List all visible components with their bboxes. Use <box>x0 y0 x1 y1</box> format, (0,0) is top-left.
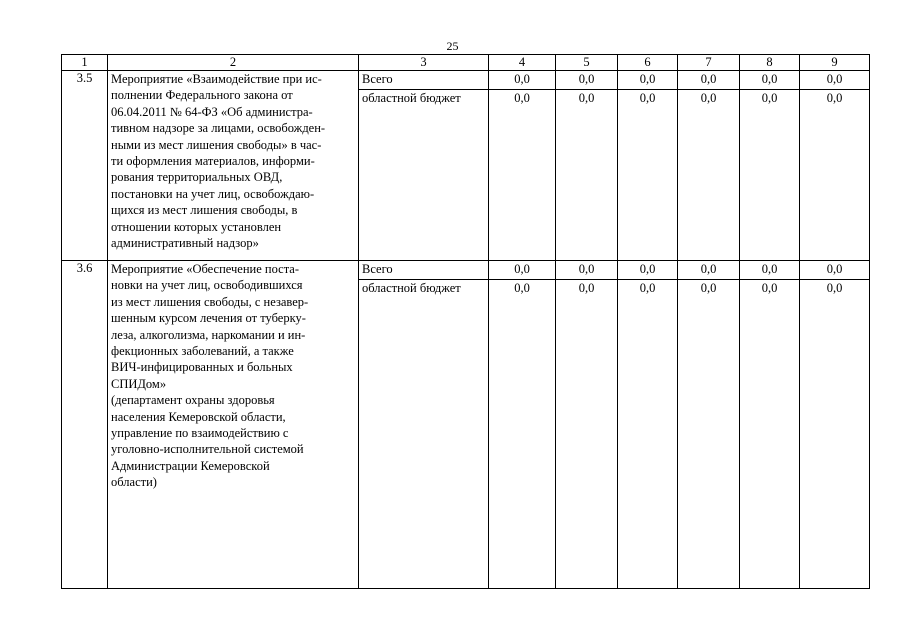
header-cell: 8 <box>740 55 800 71</box>
header-cell: 7 <box>678 55 740 71</box>
value: 0,0 <box>678 261 739 280</box>
row-description <box>108 261 359 589</box>
value-cell <box>740 261 800 589</box>
header-row <box>62 55 870 71</box>
desc-line: из мест лишения свободы, с незавер- <box>111 294 309 309</box>
value: 0,0 <box>556 71 617 90</box>
source-label: областной бюджет <box>362 281 461 295</box>
desc-line: ВИЧ-инфицированных и больных <box>111 360 293 375</box>
value: 0,0 <box>639 281 656 295</box>
budget-table <box>61 54 870 589</box>
funding-source-cell <box>359 261 489 589</box>
value: 0,0 <box>740 261 799 280</box>
value-cell <box>740 71 800 261</box>
page-number: 25 <box>446 39 459 53</box>
value-cell <box>678 71 740 261</box>
desc-line: (департамент охраны здоровья <box>111 393 275 408</box>
desc-line: шенным курсом лечения от туберку- <box>111 311 306 326</box>
value: 0,0 <box>761 91 778 105</box>
desc-line: фекционных заболеваний, а также <box>111 344 294 359</box>
desc-line: ными из мест лишения свободы» в час- <box>111 137 322 152</box>
value: 0,0 <box>700 91 717 105</box>
table-row <box>62 261 870 589</box>
value: 0,0 <box>489 71 555 90</box>
table-row <box>62 71 870 261</box>
value: 0,0 <box>678 71 739 90</box>
desc-line: тивном надзоре за лицами, освобожден- <box>111 121 326 136</box>
source-label: Всего <box>359 71 488 90</box>
desc-line: рования территориальных ОВД, <box>111 170 283 185</box>
value: 0,0 <box>740 71 799 90</box>
value-cell <box>618 71 678 261</box>
funding-source-cell <box>359 71 489 261</box>
desc-line: щихся из мест лишения свободы, в <box>111 203 298 218</box>
value: 0,0 <box>514 91 530 105</box>
value: 0,0 <box>761 281 778 295</box>
value: 0,0 <box>578 281 595 295</box>
value: 0,0 <box>489 261 555 280</box>
header-cell: 4 <box>489 55 556 71</box>
header-cell: 5 <box>556 55 618 71</box>
value: 0,0 <box>618 261 677 280</box>
row-number: 3.5 <box>62 71 108 261</box>
value-cell <box>489 71 556 261</box>
header-cell: 9 <box>800 55 870 71</box>
value-cell <box>618 261 678 589</box>
value: 0,0 <box>700 281 717 295</box>
desc-line: Мероприятие «Взаимодействие при ис- <box>111 72 322 86</box>
header-cell: 1 <box>62 55 108 71</box>
desc-line: полнении Федерального закона от <box>111 88 293 103</box>
desc-line: управление по взаимодействию с <box>111 426 289 441</box>
desc-line: Мероприятие «Обеспечение поста- <box>111 262 300 276</box>
desc-line: ти оформления материалов, информи- <box>111 154 315 169</box>
value: 0,0 <box>800 71 869 90</box>
desc-line: 06.04.2011 № 64-ФЗ «Об администра- <box>111 104 313 119</box>
desc-line: административный надзор» <box>111 236 259 251</box>
value-cell <box>800 71 870 261</box>
header-cell: 3 <box>359 55 489 71</box>
desc-line: населения Кемеровской области, <box>111 409 286 424</box>
value: 0,0 <box>800 261 869 280</box>
header-cell: 2 <box>108 55 359 71</box>
row-number: 3.6 <box>62 261 108 589</box>
value: 0,0 <box>618 71 677 90</box>
value: 0,0 <box>826 281 843 295</box>
value: 0,0 <box>826 91 843 105</box>
value: 0,0 <box>578 91 595 105</box>
value: 0,0 <box>639 91 656 105</box>
source-label: областной бюджет <box>362 91 461 105</box>
desc-line: Администрации Кемеровской <box>111 458 270 473</box>
value-cell <box>800 261 870 589</box>
value-cell <box>556 261 618 589</box>
value-cell <box>678 261 740 589</box>
desc-line: СПИДом» <box>111 376 167 391</box>
value: 0,0 <box>514 281 530 295</box>
value-cell <box>556 71 618 261</box>
header-cell: 6 <box>618 55 678 71</box>
desc-line: области) <box>111 475 157 490</box>
desc-line: леза, алкоголизма, наркомании и ин- <box>111 327 306 342</box>
value-cell <box>489 261 556 589</box>
row-description <box>108 71 359 261</box>
source-label: Всего <box>359 261 488 280</box>
desc-line: отношении которых установлен <box>111 219 282 234</box>
value: 0,0 <box>556 261 617 280</box>
desc-line: уголовно-исполнительной системой <box>111 442 304 457</box>
desc-line: новки на учет лиц, освободившихся <box>111 278 303 293</box>
desc-line: постановки на учет лиц, освобождаю- <box>111 186 315 201</box>
